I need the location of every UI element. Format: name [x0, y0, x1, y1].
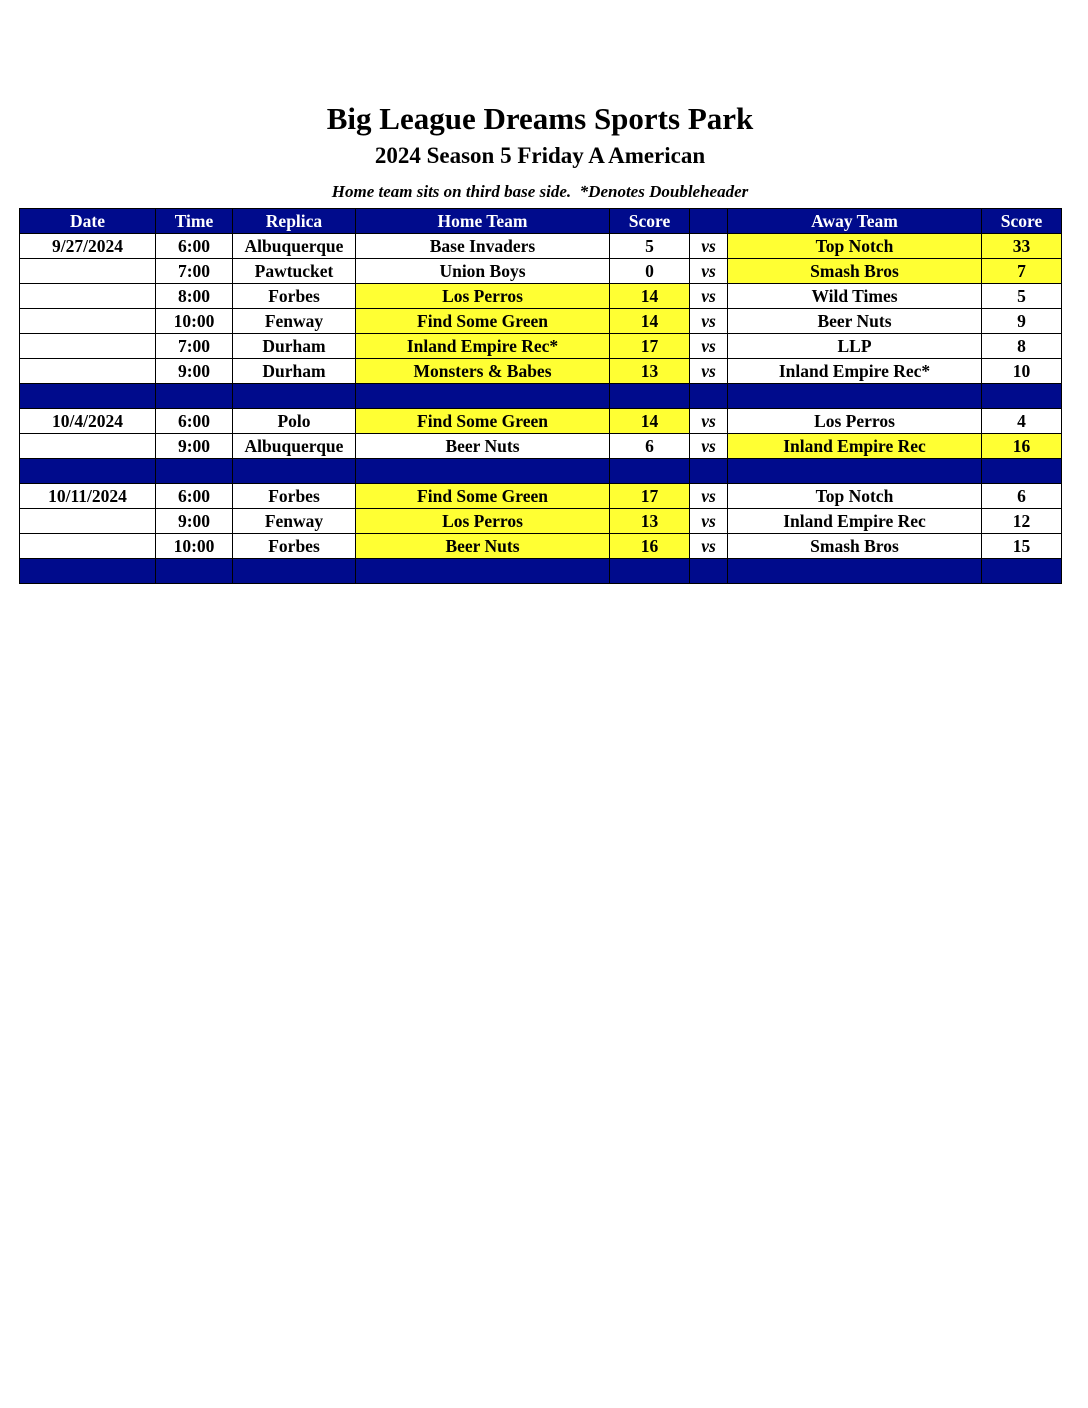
header-home-score: Score: [610, 209, 690, 234]
away-team: Inland Empire Rec: [728, 434, 982, 459]
game-replica: Fenway: [233, 309, 356, 334]
away-team: Los Perros: [728, 409, 982, 434]
game-time: 6:00: [156, 234, 233, 259]
header-replica: Replica: [233, 209, 356, 234]
home-score: 14: [610, 409, 690, 434]
vs-label: vs: [690, 359, 728, 384]
vs-label: vs: [690, 434, 728, 459]
game-time: 6:00: [156, 409, 233, 434]
home-score: 6: [610, 434, 690, 459]
home-score: 14: [610, 284, 690, 309]
separator-cell: [982, 559, 1062, 584]
game-date: [20, 259, 156, 284]
home-team: Base Invaders: [356, 234, 610, 259]
home-score: 14: [610, 309, 690, 334]
away-team: Wild Times: [728, 284, 982, 309]
home-team: Union Boys: [356, 259, 610, 284]
separator-cell: [690, 459, 728, 484]
game-date: 10/11/2024: [20, 484, 156, 509]
home-score: 17: [610, 334, 690, 359]
game-time: 10:00: [156, 309, 233, 334]
game-row: [20, 359, 1062, 384]
home-score: 16: [610, 534, 690, 559]
separator-cell: [156, 559, 233, 584]
separator-cell: [233, 384, 356, 409]
separator-cell: [728, 559, 982, 584]
schedule-table: [19, 208, 1062, 584]
separator-cell: [610, 459, 690, 484]
game-replica: Durham: [233, 359, 356, 384]
vs-label: vs: [690, 284, 728, 309]
home-team: Inland Empire Rec*: [356, 334, 610, 359]
away-team: Smash Bros: [728, 534, 982, 559]
page-subtitle: 2024 Season 5 Friday A American: [374, 143, 706, 168]
game-time: 7:00: [156, 259, 233, 284]
separator-cell: [982, 459, 1062, 484]
home-team: Los Perros: [356, 284, 610, 309]
separator-cell: [356, 559, 610, 584]
vs-label: vs: [690, 409, 728, 434]
vs-label: vs: [690, 484, 728, 509]
vs-label: vs: [690, 534, 728, 559]
home-score: 5: [610, 234, 690, 259]
game-row: [20, 284, 1062, 309]
separator-cell: [20, 384, 156, 409]
separator-cell: [690, 384, 728, 409]
game-replica: Forbes: [233, 284, 356, 309]
separator-cell: [233, 559, 356, 584]
header-date: Date: [20, 209, 156, 234]
header-vs: [690, 209, 728, 234]
separator-cell: [156, 459, 233, 484]
game-row: [20, 484, 1062, 509]
game-date: [20, 434, 156, 459]
away-score: 15: [982, 534, 1062, 559]
game-row: [20, 309, 1062, 334]
away-score: 33: [982, 234, 1062, 259]
separator-cell: [156, 384, 233, 409]
game-replica: Forbes: [233, 534, 356, 559]
game-replica: Albuquerque: [233, 234, 356, 259]
separator-cell: [610, 384, 690, 409]
separator-cell: [728, 384, 982, 409]
separator-cell: [610, 559, 690, 584]
vs-label: vs: [690, 334, 728, 359]
game-time: 10:00: [156, 534, 233, 559]
game-row: [20, 234, 1062, 259]
away-score: 9: [982, 309, 1062, 334]
week-separator-row: [20, 384, 1062, 409]
schedule-body: [20, 234, 1062, 584]
separator-cell: [356, 384, 610, 409]
home-score: 17: [610, 484, 690, 509]
away-score: 5: [982, 284, 1062, 309]
vs-label: vs: [690, 234, 728, 259]
schedule-note: Home team sits on third base side. *Denotes Doubleheader: [331, 182, 749, 201]
game-replica: Fenway: [233, 509, 356, 534]
vs-label: vs: [690, 309, 728, 334]
away-score: 8: [982, 334, 1062, 359]
game-row: [20, 509, 1062, 534]
week-separator-row: [20, 459, 1062, 484]
game-date: 9/27/2024: [20, 234, 156, 259]
game-replica: Polo: [233, 409, 356, 434]
away-score: 6: [982, 484, 1062, 509]
away-score: 16: [982, 434, 1062, 459]
separator-cell: [20, 459, 156, 484]
home-team: Find Some Green: [356, 309, 610, 334]
away-team: Beer Nuts: [728, 309, 982, 334]
game-time: 6:00: [156, 484, 233, 509]
game-time: 8:00: [156, 284, 233, 309]
page-title: Big League Dreams Sports Park: [326, 101, 754, 136]
away-score: 10: [982, 359, 1062, 384]
game-date: [20, 284, 156, 309]
home-team: Los Perros: [356, 509, 610, 534]
home-score: 13: [610, 359, 690, 384]
header-row: [20, 209, 1062, 234]
game-date: [20, 509, 156, 534]
separator-cell: [982, 384, 1062, 409]
home-score: 0: [610, 259, 690, 284]
away-score: 4: [982, 409, 1062, 434]
away-score: 12: [982, 509, 1062, 534]
header-time: Time: [156, 209, 233, 234]
game-row: [20, 259, 1062, 284]
header-home-team: Home Team: [356, 209, 610, 234]
separator-cell: [233, 459, 356, 484]
separator-cell: [20, 559, 156, 584]
home-team: Beer Nuts: [356, 434, 610, 459]
game-replica: Forbes: [233, 484, 356, 509]
game-replica: Pawtucket: [233, 259, 356, 284]
game-time: 7:00: [156, 334, 233, 359]
header-away-score: Score: [982, 209, 1062, 234]
separator-cell: [690, 559, 728, 584]
game-date: 10/4/2024: [20, 409, 156, 434]
home-score: 13: [610, 509, 690, 534]
game-time: 9:00: [156, 434, 233, 459]
separator-cell: [356, 459, 610, 484]
vs-label: vs: [690, 509, 728, 534]
away-team: Inland Empire Rec: [728, 509, 982, 534]
game-date: [20, 309, 156, 334]
game-replica: Albuquerque: [233, 434, 356, 459]
home-team: Monsters & Babes: [356, 359, 610, 384]
away-team: Smash Bros: [728, 259, 982, 284]
game-date: [20, 359, 156, 384]
home-team: Find Some Green: [356, 409, 610, 434]
game-date: [20, 534, 156, 559]
game-time: 9:00: [156, 509, 233, 534]
home-team: Find Some Green: [356, 484, 610, 509]
away-team: Top Notch: [728, 484, 982, 509]
game-row: [20, 534, 1062, 559]
game-time: 9:00: [156, 359, 233, 384]
away-team: LLP: [728, 334, 982, 359]
week-separator-row: [20, 559, 1062, 584]
game-row: [20, 409, 1062, 434]
away-team: Top Notch: [728, 234, 982, 259]
away-score: 7: [982, 259, 1062, 284]
game-replica: Durham: [233, 334, 356, 359]
vs-label: vs: [690, 259, 728, 284]
separator-cell: [728, 459, 982, 484]
away-team: Inland Empire Rec*: [728, 359, 982, 384]
game-date: [20, 334, 156, 359]
home-team: Beer Nuts: [356, 534, 610, 559]
game-row: [20, 334, 1062, 359]
header-away-team: Away Team: [728, 209, 982, 234]
game-row: [20, 434, 1062, 459]
